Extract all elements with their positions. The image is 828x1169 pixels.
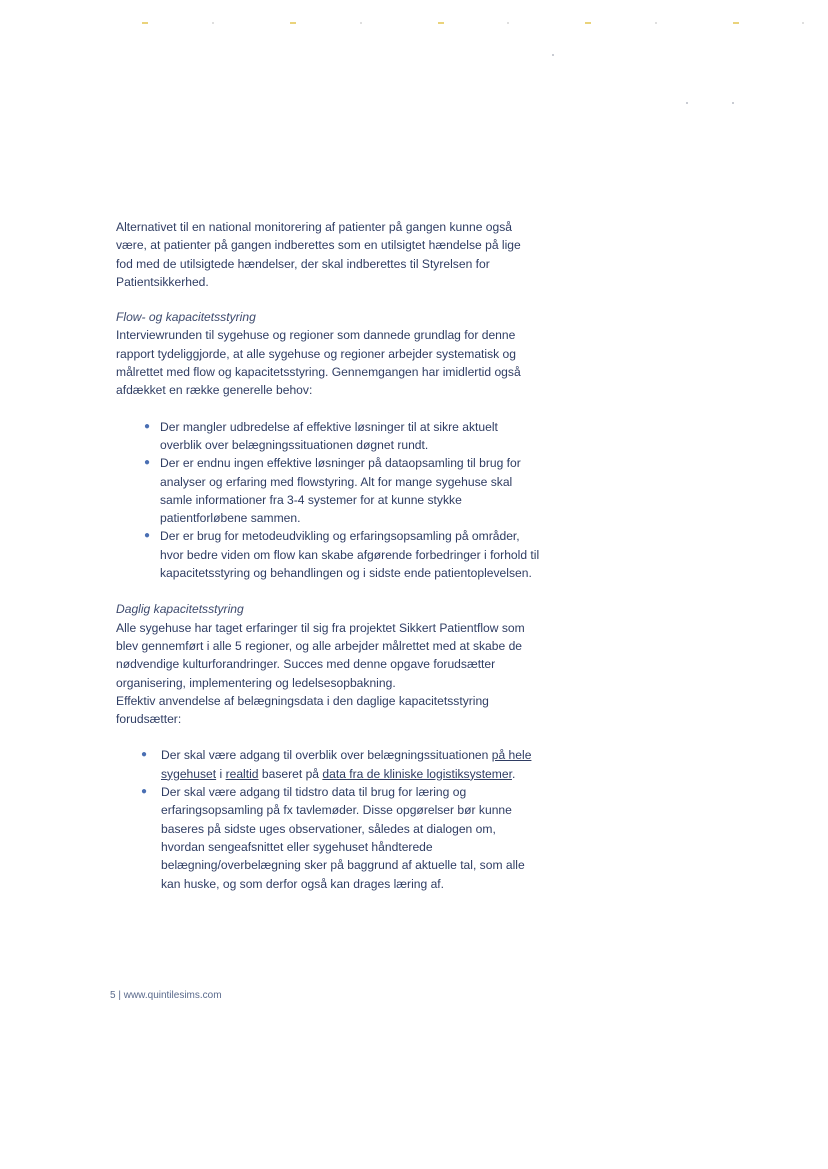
section-daily-requirements: Effektiv anvendelse af belægningsdata i den daglige kapacitetsstyring forudsætter: [116, 693, 489, 727]
scan-mark [212, 22, 214, 24]
scan-mark [507, 22, 509, 24]
list-item [116, 418, 540, 455]
bullet-icon: ● [144, 530, 151, 542]
list-item-text: Der mangler udbredelse af effektive løsninger til at sikre aktuelt overblik over belægningssituationen døgnet rundt. [160, 419, 498, 452]
requirements-list [116, 746, 540, 892]
scan-mark [733, 22, 739, 24]
list-item-text: Der er brug for metodeudvikling og erfaringsopsamling på områder, hvor bedre viden om flow kan skabe afgørende forbedringer i forhold til kapacitetsstyring og behandlingen og i sidste ende patientoplevelsen. [160, 529, 540, 581]
scan-mark [142, 22, 148, 24]
scan-speck [552, 54, 554, 56]
scan-speck [686, 102, 688, 104]
bullet-icon: ● [141, 786, 148, 798]
scan-mark [585, 22, 591, 24]
bullet-icon: ● [144, 420, 151, 432]
scan-mark [438, 22, 444, 24]
section-daily-paragraph: Alle sygehuse har taget erfaringer til sig fra projektet Sikkert Patientflow som blev gennemført i alle 5 regioner, og alle arbejder målrettet med at skabe de nødvendige kulturforandringer. Succes med denne opgave forudsætter organisering, implementering og ledelsesopbakning. [116, 620, 525, 690]
scan-speck [732, 102, 734, 104]
bullet-icon: ● [141, 749, 148, 761]
section-heading-flow: Flow- og kapacitetsstyring [116, 310, 256, 325]
list-item-text-pre: Der skal være adgang til overblik over belægningssituationen [161, 748, 492, 763]
intro-paragraph: Alternativet til en national monitorering af patienter på gangen kunne også være, at patienter på gangen indberettes som en utilsigtet hændelse på lige fod med de utilsigtede hændelser, der skal indberettes til Styrelsen for Patientsikkerhed. [116, 220, 521, 289]
link-kliniske-logistiksystemer[interactable]: data fra de kliniske logistiksystemer [322, 766, 512, 781]
scan-artifacts [0, 18, 828, 30]
scan-mark [360, 22, 362, 24]
list-item [116, 527, 540, 582]
list-item-text: Der skal være adgang til tidstro data til brug for læring og erfaringsopsamling på fx tavlemøder. Disse opgørelser bør kunne baseres på sidste uges observationer, således at dialogen om, hvordan sengeafsnittet eller sygehuset håndterede belægning/overbelægning sker på baggrund af aktuelle tal, som alle kan huske, og som derfor også kan drages læring af. [161, 785, 525, 891]
list-item [116, 746, 540, 783]
scan-mark [655, 22, 657, 24]
list-item [116, 783, 540, 893]
list-item-text-post: . [511, 766, 516, 781]
list-item-text: Der er endnu ingen effektive løsninger på dataopsamling til brug for analyser og erfaring med flowstyring. Alt for mange sygehuse skal samle informationer fra 3-4 systemer for at kunne stykke patientforløbene sammen. [160, 456, 521, 526]
footer-separator: | [118, 990, 121, 1001]
main-content [116, 218, 540, 911]
section-flow-paragraph: Interviewrunden til sygehuse og regioner som dannede grundlag for denne rapport tydeliggjorde, at alle sygehuse og regioner arbejder systematisk og målrettet med flow og kapacitetsstyring. Gennemgangen har imidlertid også afdækket en række generelle behov: [116, 328, 521, 398]
link-realtid[interactable]: realtid [225, 766, 259, 781]
bullet-icon: ● [144, 457, 151, 469]
list-item-text-mid: baseret på [258, 766, 323, 781]
scan-mark [802, 22, 804, 24]
section-heading-daily: Daglig kapacitetsstyring [116, 602, 244, 617]
needs-list [116, 418, 540, 583]
page-footer [110, 990, 222, 1001]
list-item-text-mid: i [216, 766, 226, 781]
list-item [116, 454, 540, 527]
page-number: 5 [110, 990, 116, 1001]
link-hele-sygehuset[interactable]: på hele sygehuset [161, 748, 532, 781]
scan-mark [290, 22, 296, 24]
footer-website-link[interactable]: www.quintilesims.com [123, 990, 222, 1001]
